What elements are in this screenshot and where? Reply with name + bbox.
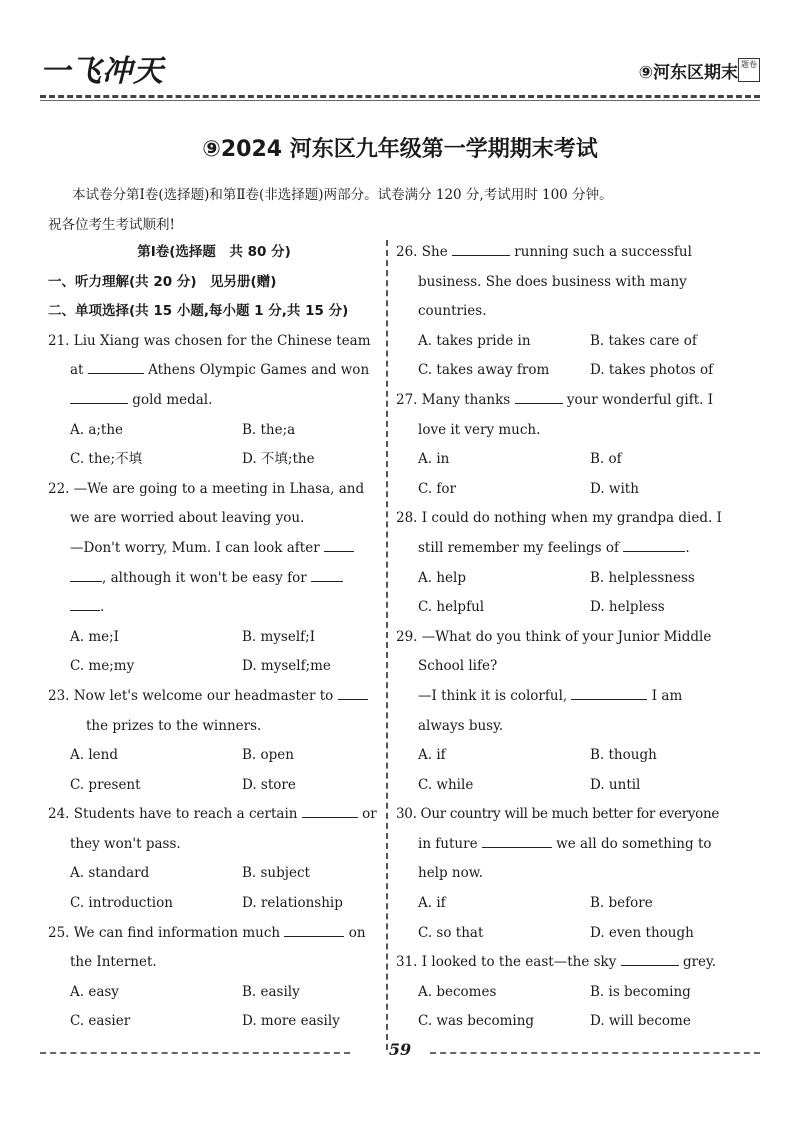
option-a: A. if [418, 747, 446, 764]
option-d: D. relationship [242, 895, 343, 912]
answer-blank [70, 567, 102, 582]
question-stem: still remember my feelings of . [396, 534, 742, 564]
option-c: C. easier [70, 1013, 131, 1030]
stem-text: 23. Now let's welcome our headmaster to [48, 687, 334, 704]
stem-text: your wonderful gift. I [566, 391, 714, 408]
question-21 [48, 327, 380, 475]
option-d: D. store [242, 776, 296, 793]
options-row [48, 978, 380, 1008]
stem-text: Athens Olympic Games and won [148, 362, 370, 379]
answer-blank [571, 685, 647, 700]
question-stem [48, 593, 380, 623]
question-22 [48, 475, 380, 682]
district-tag: ⑨河东区期末 [638, 63, 738, 83]
options-row [396, 889, 742, 919]
question-stem: the Internet. [70, 954, 157, 971]
answer-blank [621, 951, 679, 966]
question-stem: 22. —We are going to a meeting in Lhasa, and [48, 480, 365, 497]
option-a: A. a;the [70, 421, 124, 438]
options-row [48, 771, 380, 801]
options-row [48, 1007, 380, 1037]
brand-logo: 一飞冲天 [40, 54, 164, 89]
option-d: D. even though [590, 924, 694, 941]
option-b: B. before [590, 895, 653, 912]
question-stem [48, 386, 380, 416]
stem-text: in future [418, 835, 478, 852]
question-stem: we are worried about leaving you. [70, 510, 305, 527]
answer-blank [311, 567, 343, 582]
answer-blank [482, 833, 552, 848]
question-stem: always busy. [418, 717, 504, 734]
option-b: B. open [242, 747, 294, 764]
header-rule-thin [40, 100, 760, 101]
options-row [396, 564, 742, 594]
stem-text: gold medal. [132, 391, 213, 408]
options-row [396, 356, 742, 386]
options-row [48, 652, 380, 682]
option-c: C. so that [418, 924, 484, 941]
question-stem [396, 386, 742, 416]
options-row [396, 771, 742, 801]
part-listening: 一、听力理解(共 20 分) 见另册(赠) [48, 273, 277, 290]
part-single-choice: 二、单项选择(共 15 小题,每小题 1 分,共 15 分) [48, 303, 349, 320]
option-b: B. is becoming [590, 983, 691, 1000]
answer-blank [70, 389, 128, 404]
stem-text: we all do something to [556, 835, 712, 852]
options-row [396, 1007, 742, 1037]
answer-blank [452, 241, 510, 256]
answer-blank [515, 389, 563, 404]
options-row [396, 327, 742, 357]
options-row [48, 741, 380, 771]
options-row [396, 919, 742, 949]
stem-text: 24. Students have to reach a certain [48, 806, 298, 823]
options-row [48, 859, 380, 889]
option-c: C. the;不填 [70, 451, 143, 468]
option-c: C. for [418, 480, 457, 497]
question-stem [48, 356, 380, 386]
option-c: C. takes away from [418, 362, 550, 379]
option-b: B. the;a [242, 421, 296, 438]
question-29 [396, 623, 742, 801]
question-30 [396, 800, 742, 948]
option-c: C. me;my [70, 658, 135, 675]
options-row [396, 475, 742, 505]
options-row [48, 889, 380, 919]
option-a: A. help [418, 569, 466, 586]
option-b: B. takes care of [590, 332, 697, 349]
option-c: C. was becoming [418, 1013, 535, 1030]
options-row [48, 445, 380, 475]
right-column [396, 238, 742, 1037]
question-stem: the prizes to the winners. [86, 717, 262, 734]
option-d: D. 不填;the [242, 451, 315, 468]
intro-line: 祝各位考生考试顺利! [48, 217, 175, 233]
option-a: A. easy [70, 983, 119, 1000]
question-stem [48, 919, 380, 949]
question-stem: School life? [418, 658, 498, 675]
stem-text: grey. [682, 954, 717, 971]
stem-text: or [362, 806, 377, 823]
option-b: B. subject [242, 865, 310, 882]
answer-blank [623, 537, 685, 552]
option-d: D. myself;me [242, 658, 331, 675]
question-31 [396, 948, 742, 1037]
option-c: C. while [418, 776, 474, 793]
option-a: A. me;I [70, 628, 120, 645]
question-stem: 30. Our country will be much better for everyone [396, 806, 720, 823]
question-stem [48, 682, 380, 712]
question-25 [48, 919, 380, 1037]
answer-blank [302, 803, 358, 818]
option-a: A. takes pride in [418, 332, 531, 349]
question-stem [396, 682, 742, 712]
option-b: B. though [590, 747, 657, 764]
option-d: D. more easily [242, 1013, 340, 1030]
option-a: A. if [418, 895, 446, 912]
option-b: B. of [590, 451, 622, 468]
question-26 [396, 238, 742, 386]
column-divider [386, 240, 388, 1050]
question-stem: 21. Liu Xiang was chosen for the Chinese team [48, 332, 371, 349]
question-stem: 29. —What do you think of your Junior Middle [396, 628, 712, 645]
option-d: D. until [590, 776, 641, 793]
question-stem: love it very much. [418, 421, 541, 438]
options-row [396, 978, 742, 1008]
stem-text: at [70, 362, 84, 379]
options-row [396, 445, 742, 475]
question-23 [48, 682, 380, 800]
stem-text: —I think it is colorful, [418, 687, 568, 704]
page-number: 59 [388, 1040, 412, 1059]
option-a: A. becomes [418, 983, 497, 1000]
answer-blank [284, 922, 344, 937]
question-stem: they won't pass. [70, 835, 181, 852]
stem-text: 31. I looked to the east—the sky [396, 954, 617, 971]
question-stem [48, 534, 380, 564]
question-stem [396, 948, 742, 978]
question-24 [48, 800, 380, 918]
page-title: ⑨2024 河东区九年级第一学期期末考试 [202, 137, 598, 162]
left-column [48, 238, 380, 1037]
question-stem: business. She does business with many [418, 273, 687, 290]
options-row [396, 741, 742, 771]
answer-blank [324, 537, 354, 552]
option-d: D. helpless [590, 599, 665, 616]
stem-text: I am [651, 687, 683, 704]
stem-text: 25. We can find information much [48, 924, 281, 941]
option-a: A. in [418, 451, 450, 468]
stamp-icon: 题卷 [738, 58, 760, 82]
question-stem: 28. I could do nothing when my grandpa died. I [396, 510, 722, 527]
header-rule [40, 95, 760, 98]
intro-line: 本试卷分第Ⅰ卷(选择题)和第Ⅱ卷(非选择题)两部分。试卷满分 120 分,考试用时 100 分钟。 [72, 187, 613, 203]
stem-text: still remember my feelings of [418, 539, 620, 556]
option-d: D. will become [590, 1013, 691, 1030]
stem-text: running such a successful [514, 244, 692, 260]
answer-blank [70, 596, 100, 611]
question-28 [396, 504, 742, 622]
option-a: A. standard [70, 865, 150, 882]
option-c: C. present [70, 776, 141, 793]
stem-text: , although it won't be easy for [102, 569, 307, 586]
option-b: B. myself;I [242, 628, 316, 645]
question-stem: countries. [418, 303, 487, 320]
stem-text: 26. She [396, 244, 448, 260]
options-row [48, 416, 380, 446]
option-c: C. helpful [418, 599, 485, 616]
option-b: B. helplessness [590, 569, 695, 586]
option-a: A. lend [70, 747, 118, 764]
option-c: C. introduction [70, 895, 173, 912]
options-row [396, 593, 742, 623]
exam-intro [48, 180, 768, 240]
answer-blank [88, 359, 144, 374]
stem-text: —Don't worry, Mum. I can look after [70, 539, 320, 556]
option-d: D. takes photos of [590, 362, 714, 379]
question-stem [396, 238, 742, 268]
question-stem [48, 564, 380, 594]
question-stem [396, 830, 742, 860]
answer-blank [338, 685, 368, 700]
stem-text: 27. Many thanks [396, 391, 511, 408]
option-b: B. easily [242, 983, 300, 1000]
stem-text: on [348, 924, 366, 941]
options-row [48, 623, 380, 653]
stem-text: . [100, 599, 105, 616]
question-27 [396, 386, 742, 504]
question-stem: help now. [418, 865, 484, 882]
option-d: D. with [590, 480, 639, 497]
question-stem [48, 800, 380, 830]
section-title: 第Ⅰ卷(选择题 共 80 分) [137, 244, 291, 260]
